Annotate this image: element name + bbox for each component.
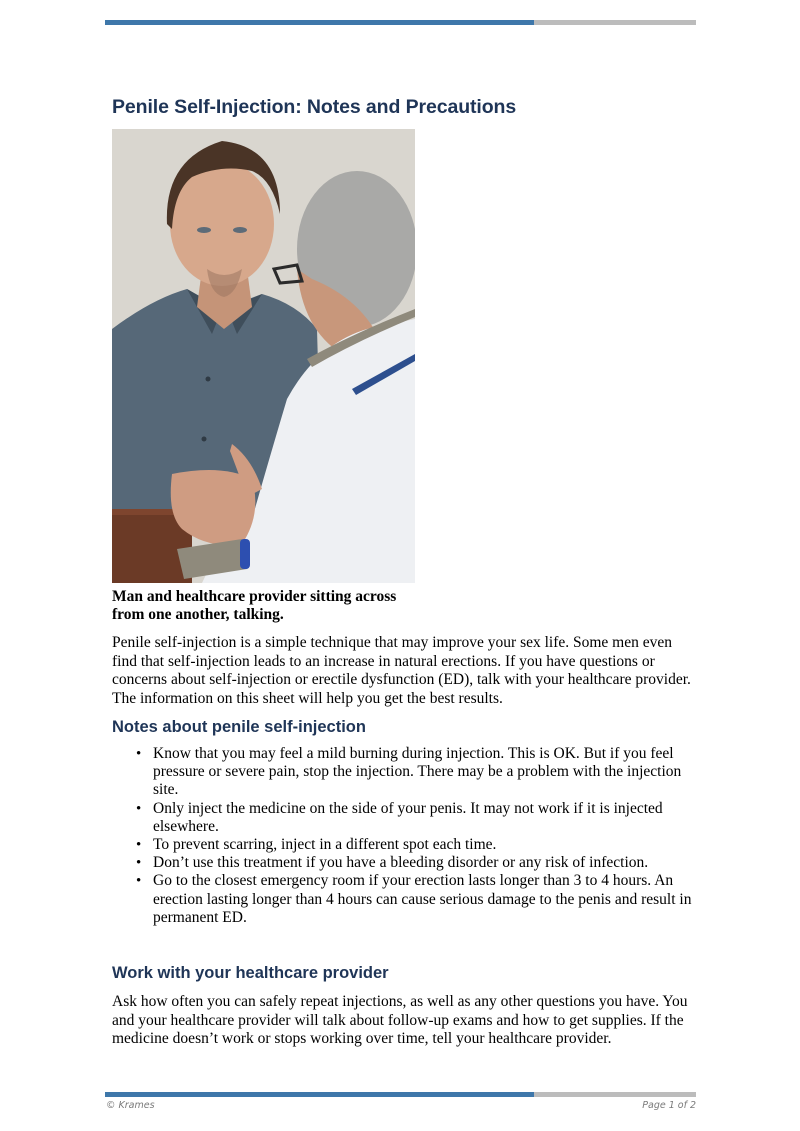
header-bar-gray-segment [534, 20, 696, 25]
intro-paragraph: Penile self-injection is a simple technique that may improve your sex life. Some men even find that self-injection leads to an increase in natural erections. If you have questions or concerns about self-injection or erectile dysfunction (ED), talk with your healthcare provider. The information on this sheet will help you get the best results. [112, 634, 691, 707]
list-item: • Go to the closest emergency room if your erection lasts longer than 3 to 4 hours. An erection lasting longer than 4 hours can cause serious damage to the penis and result in permanent ED. [153, 872, 692, 927]
page-title: Penile Self-Injection: Notes and Precautions [112, 96, 517, 118]
provider-paragraph: Ask how often you can safely repeat injections, as well as any other questions you have. You and your healthcare provider will talk about follow-up exams and how to get supplies. If the medicine doesn’t work or stops working over time, tell your healthcare provider. [112, 993, 688, 1048]
section-heading-notes: Notes about penile self-injection [112, 718, 366, 736]
header-bar-blue-segment [105, 20, 534, 25]
document-body [112, 95, 692, 1049]
list-item: • To prevent scarring, inject in a different spot each time. [153, 836, 692, 854]
list-item: • Only inject the medicine on the side of your penis. It may not work if it is injected elsewhere. [153, 800, 692, 836]
header-divider-bar [105, 20, 696, 25]
page-footer [106, 1100, 696, 1111]
figure-caption: Man and healthcare provider sitting across from one another, talking. [112, 588, 397, 623]
footer-divider-bar [105, 1092, 696, 1097]
footer-bar-gray-segment [534, 1092, 696, 1097]
list-item: • Don’t use this treatment if you have a bleeding disorder or any risk of infection. [153, 854, 692, 872]
copyright-text: © Krames [106, 1100, 155, 1111]
patient-provider-photo [112, 129, 415, 583]
section-heading-work-with-provider: Work with your healthcare provider [112, 964, 389, 983]
notes-list [112, 745, 692, 927]
footer-bar-blue-segment [105, 1092, 534, 1097]
list-item: • Know that you may feel a mild burning during injection. This is OK. But if you feel pressure or severe pain, stop the injection. There may be a problem with the injection site. [153, 745, 692, 800]
page-number: Page 1 of 2 [642, 1100, 696, 1111]
